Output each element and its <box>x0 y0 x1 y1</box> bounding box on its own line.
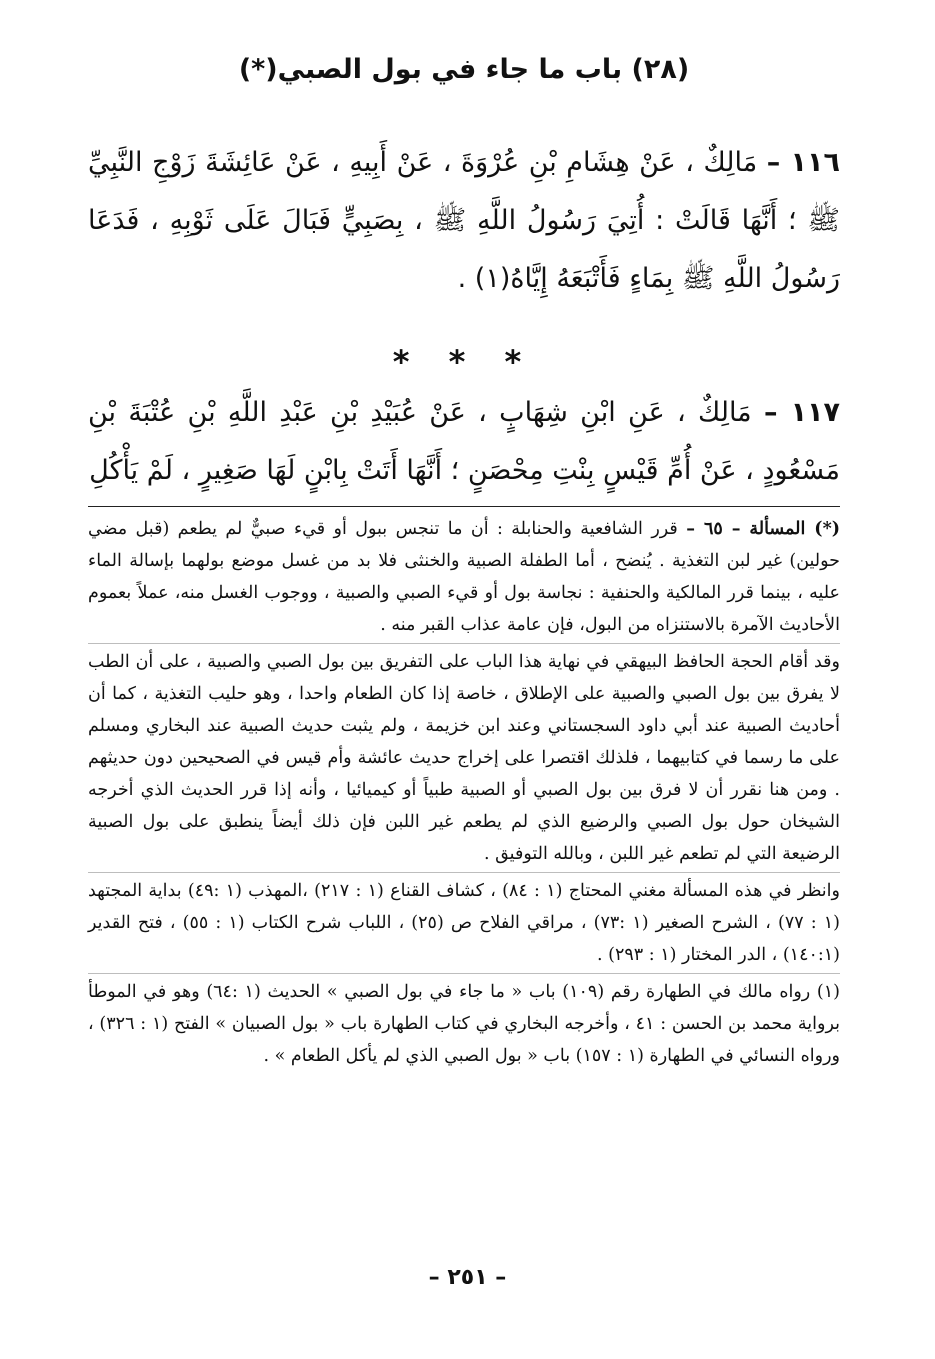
footnote-1: (١) رواه مالك في الطهارة رقم (١٠٩) باب « ما جاء في بول الصبي » الحديث (١ :٦٤) وهو في الموطأ برواية محمد بن الحسن : ٤١ ، وأخرجه البخاري في كتاب الطهارة باب « بول الصبيان » الفتح (١ : ٣٢٦) ، ورواه النسائي في الطهارة (١ : ١٥٧) باب « بول الصبي الذي لم يأكل الطعام » . <box>88 982 840 1066</box>
footnote-paragraph-2: وقد أقام الحجة الحافظ البيهقي في نهاية هذا الباب على التفريق بين بول الصبي والصبية ، على أن الطب لا يفرق بين بول الصبي والصبية على الإطلاق ، خاصة إذا كان الطعام واحدا ، وهو حليب التغذية ، كما أن أحاديث الصبية عند أبي داود السجستاني وعند ابن خزيمة ، ولم يثبت حديث الصبية عند البخاري ومسلم على ما رسما في كتابيهما ، فلذلك اقتصرا على إخراج حديث عائشة وأم قيس في الصحيحين دون حديثهم . ومن هنا نقرر أن لا فرق بين بول الصبي أو الصبية طبياً أو كيميائيا ، وأنه إذا قرر الحديث الذي أخرجه الشيخان حول بول الصبي والرضيع الذي لم يطعم غير اللبن فإن ذلك أيضاً ينطبق على بول الصبية الرضيعة التي لم تطعم غير اللبن ، وبالله التوفيق . <box>88 652 840 864</box>
footnote-paragraph-divider <box>88 643 840 644</box>
section-separator: * * * <box>392 343 536 381</box>
hadith-117-text: مَالِكٌ ، عَنِ ابْنِ شِهَابٍ ، عَنْ عُبَيْدِ بْنِ عَبْدِ اللَّهِ بْنِ عُتْبَةَ بْنِ مَسْعُودٍ ، عَنْ أُمِّ قَيْسٍ بِنْتِ مِحْصَنٍ ؛ أَنَّهَا أَتَتْ بِابْنٍ لَهَا صَغِيرٍ ، لَمْ يَأْكُلِ <box>88 397 840 486</box>
footnote-paragraph-divider <box>88 973 840 974</box>
footnote-issue-text: قرر الشافعية والحنابلة : أن ما تنجس ببول أو قيء صبيٌّ لم يطعم (قبل مضي حولين) غير لبن التغذية . يُنضح ، أما الطفلة الصبية والخنثى فلا بد من غسل موضع بولهما بإسالة الماء عليه ، بينما قرر المالكية والحنفية : نجاسة بول أو قيء الصبي والصبية ، ووجوب الغسل منه، عملاً بعموم الأحاديث الآمرة بالاستنزاه من البول، فإن عامة عذاب القبر منه . <box>88 519 840 635</box>
footnote-divider <box>88 506 840 507</box>
footnote-references: وانظر في هذه المسألة مغني المحتاج (١ : ٨٤) ، كشاف القناع (١ : ٢١٧) ،المهذب (١ :٤٩) بداية المجتهد (١ : ٧٧) ، الشرح الصغير (١ :٧٣) ، مراقي الفلاح ص (٢٥) ، اللباب شرح الكتاب (١ : ٥٥) ، فتح القدير (١٤٠:١) ، الدر المختار (١ : ٢٩٣) . <box>88 881 840 965</box>
hadith-117 <box>88 384 840 500</box>
chapter-title: (٢٨) باب ما جاء في بول الصبي(*) <box>238 54 690 85</box>
hadith-117-number: ١١٧ – <box>763 397 841 428</box>
hadith-116-text: مَالِكٌ ، عَنْ هِشَامِ بْنِ عُرْوَةَ ، عَنْ أَبِيهِ ، عَنْ عَائِشَةَ زَوْجِ النَّبِيِّ ﷺ ؛ أَنَّهَا قَالَتْ : أُتِيَ رَسُولُ اللَّهِ ﷺ ، بِصَبِيٍّ فَبَالَ عَلَى ثَوْبِهِ ، فَدَعَا رَسُولُ اللَّهِ ﷺ بِمَاءٍ فَأَتْبَعَهُ إِيَّاهُ(١) . <box>88 147 840 294</box>
footnote-paragraph-divider <box>88 872 840 873</box>
hadith-116 <box>88 134 840 308</box>
footnotes <box>88 513 840 1072</box>
hadith-116-number: ١١٦ – <box>766 147 840 178</box>
footnote-issue <box>88 513 840 641</box>
footnote-issue-lead: (*) المسألة – ٦٥ – <box>686 519 841 539</box>
page-number: – ٢٥١ – <box>428 1265 507 1290</box>
